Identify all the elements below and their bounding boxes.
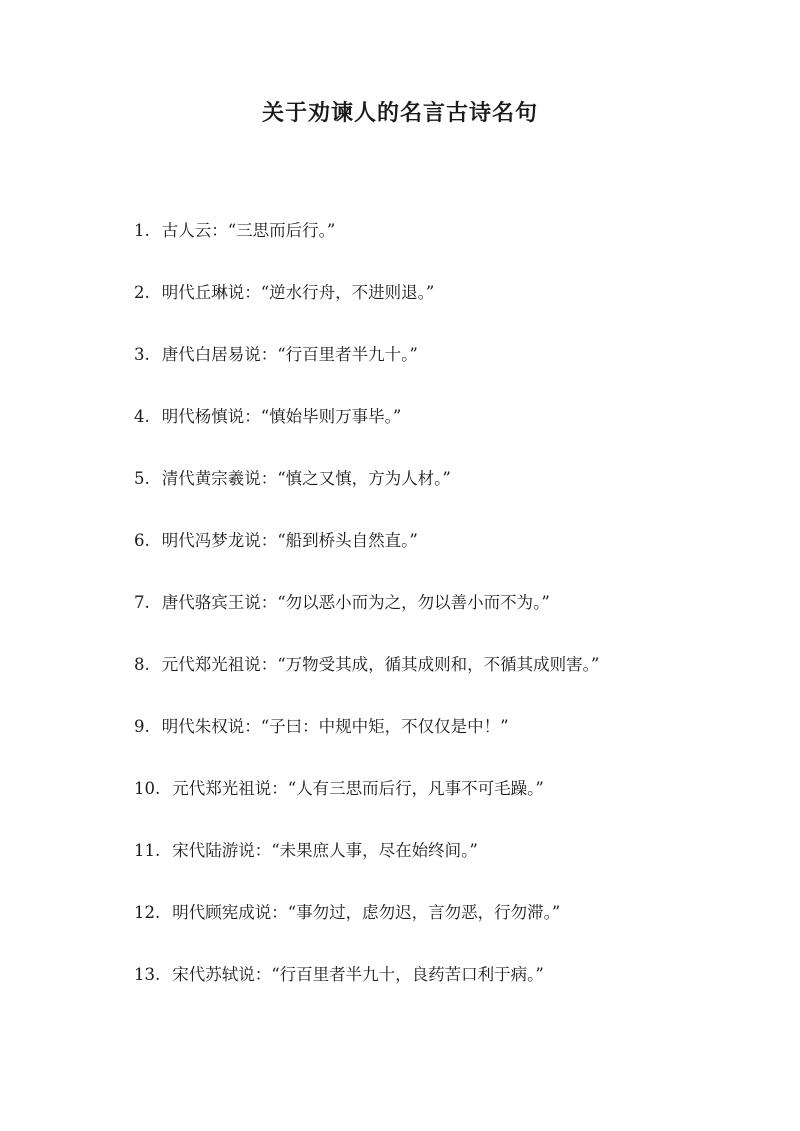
item-text: 宋代苏轼说：“行百里者半九十，良药苦口利于病。” <box>172 965 544 984</box>
item-text: 元代郑光祖说：“万物受其成，循其成则和，不循其成则害。” <box>161 655 600 674</box>
list-item <box>134 836 754 898</box>
item-number: 8. <box>134 655 150 674</box>
item-number: 11. <box>134 841 161 860</box>
item-number: 9. <box>134 717 150 736</box>
item-number: 12. <box>134 903 161 922</box>
document-title: 关于劝谏人的名言古诗名句 <box>261 100 538 126</box>
list-item <box>134 464 754 526</box>
item-text: 清代黄宗羲说：“慎之又慎，方为人材。” <box>161 469 451 488</box>
item-text: 明代朱权说：“子曰：中规中矩，不仅仅是中！” <box>161 717 509 736</box>
list-item <box>134 588 754 650</box>
list-item <box>134 526 754 588</box>
item-number: 3. <box>134 345 150 364</box>
list-item <box>134 960 754 1022</box>
item-text: 古人云：“三思而后行。” <box>161 221 336 240</box>
item-number: 1. <box>134 221 150 240</box>
item-number: 6. <box>134 531 150 550</box>
item-text: 明代顾宪成说：“事勿过，虑勿迟，言勿恶，行勿滞。” <box>172 903 561 922</box>
list-item <box>134 216 754 278</box>
item-text: 唐代白居易说：“行百里者半九十。” <box>161 345 418 364</box>
list-item <box>134 898 754 960</box>
item-text: 宋代陆游说：“未果庶人事，尽在始终间。” <box>172 841 478 860</box>
list-item <box>134 712 754 774</box>
item-number: 4. <box>134 407 150 426</box>
list-item <box>134 650 754 712</box>
item-number: 7. <box>134 593 150 612</box>
item-text: 明代丘琳说：“逆水行舟，不进则退。” <box>161 283 435 302</box>
item-text: 唐代骆宾王说：“勿以恶小而为之，勿以善小而不为。” <box>161 593 550 612</box>
item-number: 2. <box>134 283 150 302</box>
item-text: 明代杨慎说：“慎始毕则万事毕。” <box>161 407 402 426</box>
list-item <box>134 340 754 402</box>
quote-list <box>134 216 754 1022</box>
item-number: 5. <box>134 469 150 488</box>
list-item <box>134 278 754 340</box>
item-text: 明代冯梦龙说：“船到桥头自然直。” <box>161 531 418 550</box>
item-number: 10. <box>134 779 161 798</box>
item-number: 13. <box>134 965 161 984</box>
list-item <box>134 402 754 464</box>
list-item <box>134 774 754 836</box>
item-text: 元代郑光祖说：“人有三思而后行，凡事不可毛躁。” <box>172 779 544 798</box>
